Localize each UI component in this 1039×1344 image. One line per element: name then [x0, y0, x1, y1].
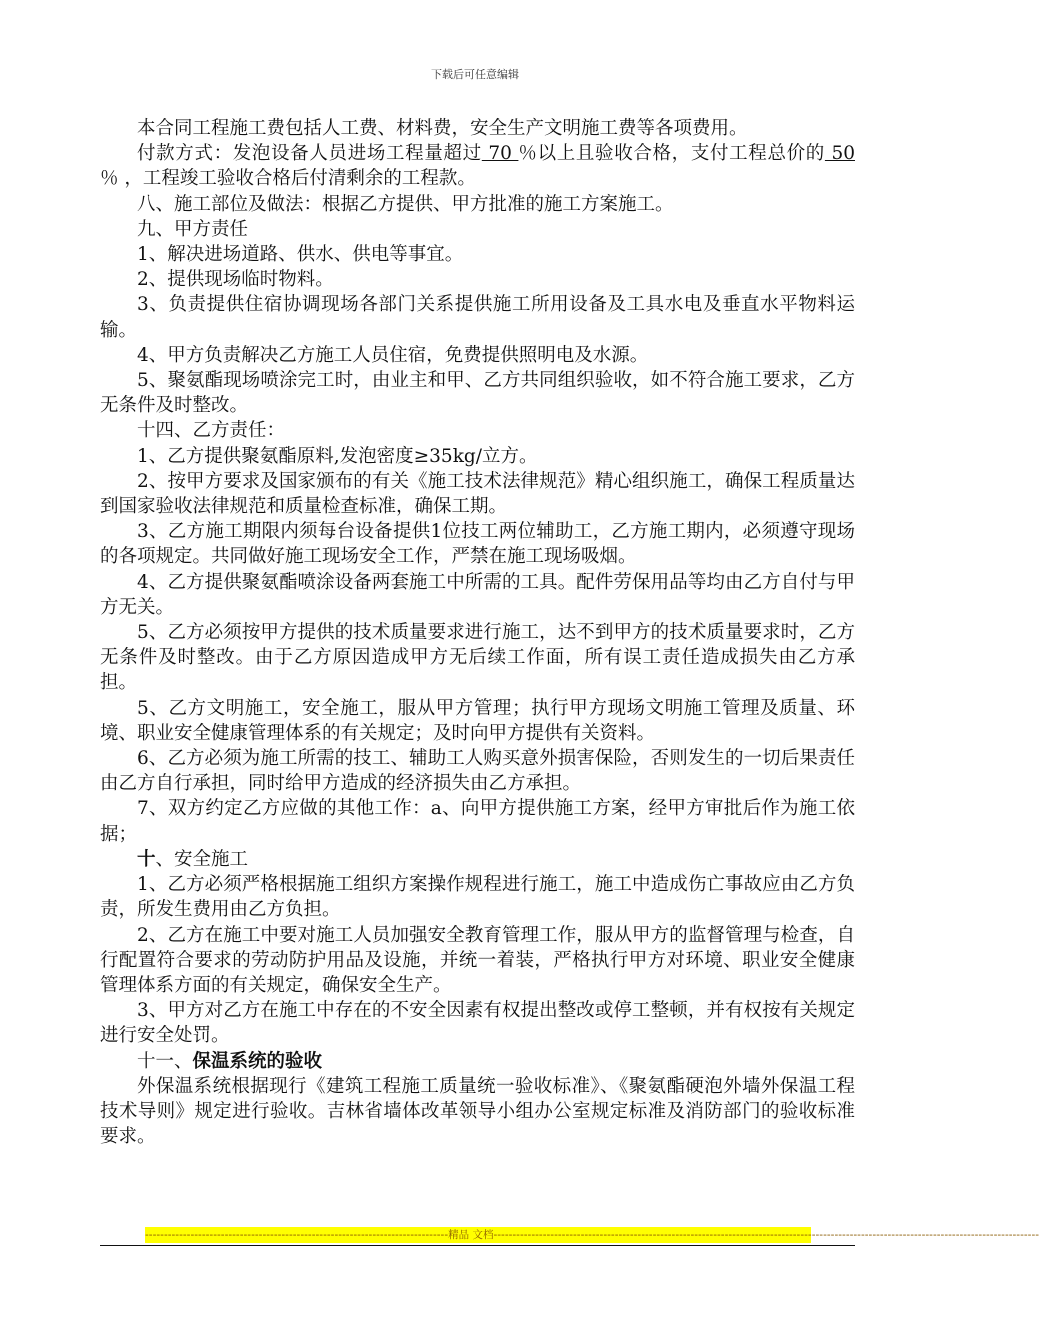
text-run: 70 — [481, 143, 519, 165]
text-run: 十 — [137, 848, 156, 870]
paragraph: 5、乙方必须按甲方提供的技术质量要求进行施工，达不到甲方的技术质量要求时，乙方无条件及时整改。由于乙方原因造成甲方无后续工作面，所有误工责任造成损失由乙方承担。 — [100, 622, 855, 694]
paragraph: 3、乙方施工期限内须每台设备提供1位技工两位辅助工，乙方施工期内，必须遵守现场的各项规定。共同做好施工现场安全工作，严禁在施工现场吸烟。 — [100, 521, 855, 568]
footer-rule — [100, 1245, 855, 1246]
text-run: 十一、 — [137, 1050, 193, 1072]
text-run: 50 — [824, 143, 855, 165]
paragraph: 十四、乙方责任： — [137, 420, 286, 442]
paragraph: 外保温系统根据现行《建筑工程施工质量统一验收标准》、《聚氨酯硬泡外墙外保温工程技术导则》规定进行验收。吉林省墙体改革领导小组办公室规定标准及消防部门的验收标准要求。 — [100, 1075, 855, 1148]
footer-dashes-right: ------------------------------------------------------------------------------------------------------------------------------------------------ — [493, 1229, 1039, 1241]
page-header-note: 下载后可任意编辑 — [431, 68, 519, 81]
text-run: 、安全施工 — [155, 848, 249, 870]
paragraph — [100, 141, 855, 191]
paragraph — [100, 1049, 855, 1074]
paragraph: 九、甲方责任 — [137, 218, 249, 240]
paragraph — [100, 847, 855, 872]
paragraph: 4、乙方提供聚氨酯喷涂设备两套施工中所需的工具。配件劳保用品等均由乙方自付与甲方无关。 — [100, 571, 855, 618]
text-run: ％ ，工程竣工验收合格后付清剩余的工程款。 — [100, 168, 476, 190]
footer-label: 精品 文档 — [448, 1229, 494, 1241]
paragraph: 3、甲方对乙方在施工中存在的不安全因素有权提出整改或停工整顿，并有权按有关规定进行安全处罚。 — [100, 1000, 855, 1047]
footer-dashes-left: -------------------------------------------------------------------------------- — [145, 1229, 449, 1241]
text-run: 付款方式：发泡设备人员进场工程量超过 — [137, 143, 482, 165]
document-body — [100, 116, 855, 1149]
text-run: ％以上且验收合格，支付工程总价的 — [518, 143, 825, 165]
paragraph: 2、乙方在施工中要对施工人员加强安全教育管理工作，服从甲方的监督管理与检查，自行配置符合要求的劳动防护用品及设施，并统一着装，严格执行甲方对环境、职业安全健康管理体系方面的有关规定，确保安全生产。 — [100, 924, 855, 996]
paragraph: 八、施工部位及做法：根据乙方提供、甲方批准的施工方案施工。 — [137, 193, 674, 215]
paragraph: 1、乙方必须严格根据施工组织方案操作规程进行施工，施工中造成伤亡事故应由乙方负责，所发生费用由乙方负担。 — [100, 874, 855, 921]
paragraph: 5、乙方文明施工，安全施工，服从甲方管理；执行甲方现场文明施工管理及质量、环境、职业安全健康管理体系的有关规定；及时向甲方提供有关资料。 — [100, 697, 855, 744]
paragraph: 7、双方约定乙方应做的其他工作：a、向甲方提供施工方案，经甲方审批后作为施工依据； — [100, 798, 855, 845]
paragraph: 1、乙方提供聚氨酯原料,发泡密度≥35kg/立方。 — [137, 445, 538, 467]
text-run: 保温系统的验收 — [192, 1050, 323, 1072]
paragraph: 3、负责提供住宿协调现场各部门关系提供施工所用设备及工具水电及垂直水平物料运输。 — [100, 294, 855, 341]
footer-band — [145, 1227, 1039, 1243]
paragraph: 4、甲方负责解决乙方施工人员住宿，免费提供照明电及水源。 — [137, 344, 649, 366]
paragraph: 本合同工程施工费包括人工费、材料费，安全生产文明施工费等各项费用。 — [137, 118, 748, 139]
paragraph: 6、乙方必须为施工所需的技工、辅助工人购买意外损害保险，否则发生的一切后果责任由乙方自行承担，同时给甲方造成的经济损失由乙方承担。 — [100, 748, 855, 795]
paragraph: 2、提供现场临时物料。 — [137, 269, 334, 291]
paragraph: 2、按甲方要求及国家颁布的有关《施工技术法律规范》精心组织施工，确保工程质量达到国家验收法律规范和质量检查标准，确保工期。 — [100, 470, 855, 518]
paragraph: 1、解决进场道路、供水、供电等事宜。 — [137, 244, 464, 266]
paragraph: 5、聚氨酯现场喷涂完工时，由业主和甲、乙方共同组织验收，如不符合施工要求，乙方无条件及时整改。 — [100, 370, 855, 417]
